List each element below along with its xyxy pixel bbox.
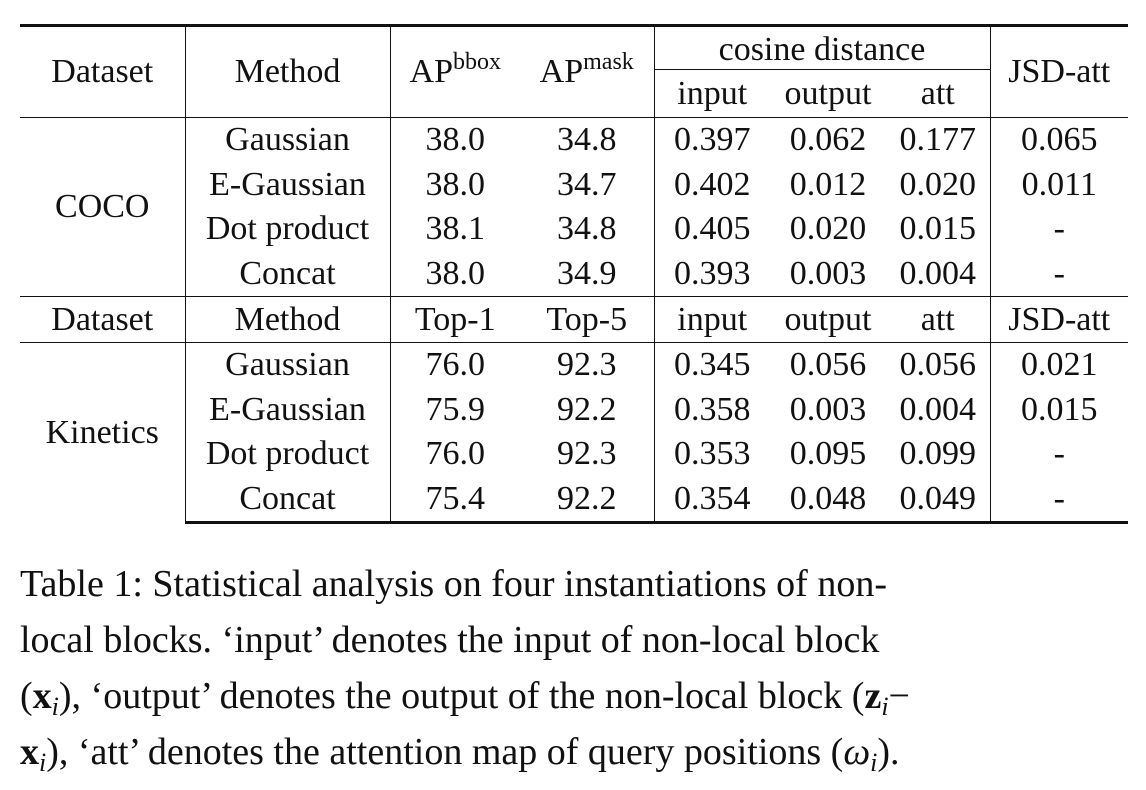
jsd-cell: 0.065 xyxy=(990,118,1128,163)
att-cell: 0.049 xyxy=(886,477,990,523)
method-cell: Gaussian xyxy=(185,118,390,163)
input-cell: 0.402 xyxy=(654,163,770,208)
table-row xyxy=(20,207,1128,252)
input-cell: 0.345 xyxy=(654,342,770,387)
dataset-label-coco: COCO xyxy=(20,118,185,297)
header-jsd-att: JSD-att xyxy=(990,26,1128,118)
method-cell: Concat xyxy=(185,477,390,523)
ap-bbox-cell: 38.1 xyxy=(390,207,520,252)
output-cell: 0.003 xyxy=(789,390,867,428)
jsd-cell: - xyxy=(990,477,1128,523)
top1-cell: 75.4 xyxy=(390,477,520,523)
results-table xyxy=(20,24,1128,524)
table-row xyxy=(20,342,1128,387)
caption-line-1: Table 1: Statistical analysis on four instantiations of non- xyxy=(20,563,887,605)
output-cell: 0.048 xyxy=(770,477,886,523)
input-cell: 0.393 xyxy=(654,252,770,297)
input-cell: 0.397 xyxy=(654,118,770,163)
top5-cell: 92.2 xyxy=(557,390,617,428)
header-dataset: Dataset xyxy=(20,297,185,343)
table-row xyxy=(20,163,1128,208)
method-cell: Dot product xyxy=(185,432,390,477)
header-input: input xyxy=(654,70,770,118)
header-top1: Top-1 xyxy=(390,297,520,343)
output-cell: 0.056 xyxy=(770,342,886,387)
caption-line-4: xi), ‘att’ denotes the attention map of query positions (ωi). xyxy=(20,731,900,777)
dataset-label-kinetics: Kinetics xyxy=(20,342,185,522)
att-cell: 0.020 xyxy=(899,165,976,203)
ap-mask-cell: 34.8 xyxy=(520,118,654,163)
method-cell: E-Gaussian xyxy=(185,388,390,433)
output-cell: 0.003 xyxy=(789,255,867,293)
header-att: att xyxy=(886,297,990,343)
table-row xyxy=(20,432,1128,477)
top1-cell: 76.0 xyxy=(390,342,520,387)
caption-line-3: (xi), ‘output’ denotes the output of the non-local block (zi− xyxy=(20,675,910,721)
att-cell: 0.056 xyxy=(886,342,990,387)
method-cell: Concat xyxy=(185,252,390,297)
input-cell: 0.353 xyxy=(654,432,770,477)
ap-bbox-cell: 38.0 xyxy=(390,118,520,163)
header-att: att xyxy=(920,74,955,112)
header-cosine-distance: cosine distance xyxy=(654,26,990,70)
output-cell: 0.012 xyxy=(789,165,867,203)
att-cell: 0.015 xyxy=(899,210,976,248)
header-row-kinetics xyxy=(20,297,1128,343)
table-caption xyxy=(20,556,1128,780)
input-cell: 0.358 xyxy=(654,388,770,433)
top1-cell: 76.0 xyxy=(390,432,520,477)
jsd-cell: - xyxy=(990,432,1128,477)
ap-mask-cell: 34.8 xyxy=(557,210,617,248)
method-cell: Dot product xyxy=(185,207,390,252)
table-row xyxy=(20,118,1128,163)
jsd-cell: - xyxy=(990,252,1128,297)
output-cell: 0.095 xyxy=(789,435,867,473)
header-jsd-att: JSD-att xyxy=(990,297,1128,343)
method-cell: Gaussian xyxy=(185,342,390,387)
ap-mask-cell: 34.9 xyxy=(557,255,617,293)
table-row xyxy=(20,388,1128,433)
header-method: Method xyxy=(185,26,390,118)
output-cell: 0.062 xyxy=(770,118,886,163)
att-cell: 0.004 xyxy=(899,255,976,293)
top1-cell: 75.9 xyxy=(390,388,520,433)
jsd-cell: - xyxy=(990,207,1128,252)
header-row xyxy=(20,26,1128,70)
top5-cell: 92.3 xyxy=(557,435,617,473)
jsd-cell: 0.011 xyxy=(990,163,1128,208)
header-top5: Top-5 xyxy=(520,297,654,343)
att-cell: 0.177 xyxy=(886,118,990,163)
jsd-cell: 0.021 xyxy=(990,342,1128,387)
ap-bbox-cell: 38.0 xyxy=(390,252,520,297)
method-cell: E-Gaussian xyxy=(185,163,390,208)
input-cell: 0.405 xyxy=(654,207,770,252)
top5-cell: 92.3 xyxy=(520,342,654,387)
caption-line-2: local blocks. ‘input’ denotes the input of non-local block xyxy=(20,619,880,661)
att-cell: 0.099 xyxy=(899,435,976,473)
ap-bbox-cell: 38.0 xyxy=(390,163,520,208)
table-row xyxy=(20,252,1128,297)
top5-cell: 92.2 xyxy=(520,477,654,523)
header-method: Method xyxy=(185,297,390,343)
header-output: output xyxy=(770,297,886,343)
ap-mask-cell: 34.7 xyxy=(557,165,617,203)
output-cell: 0.020 xyxy=(789,210,867,248)
table-row xyxy=(20,477,1128,523)
header-input: input xyxy=(654,297,770,343)
header-output: output xyxy=(784,74,872,112)
header-ap-bbox: $AP^{bbox}$ xyxy=(390,26,520,118)
jsd-cell: 0.015 xyxy=(990,388,1128,433)
att-cell: 0.004 xyxy=(899,390,976,428)
header-ap-mask: $AP^{mask}$ xyxy=(520,26,654,118)
input-cell: 0.354 xyxy=(654,477,770,523)
header-dataset: Dataset xyxy=(20,26,185,118)
